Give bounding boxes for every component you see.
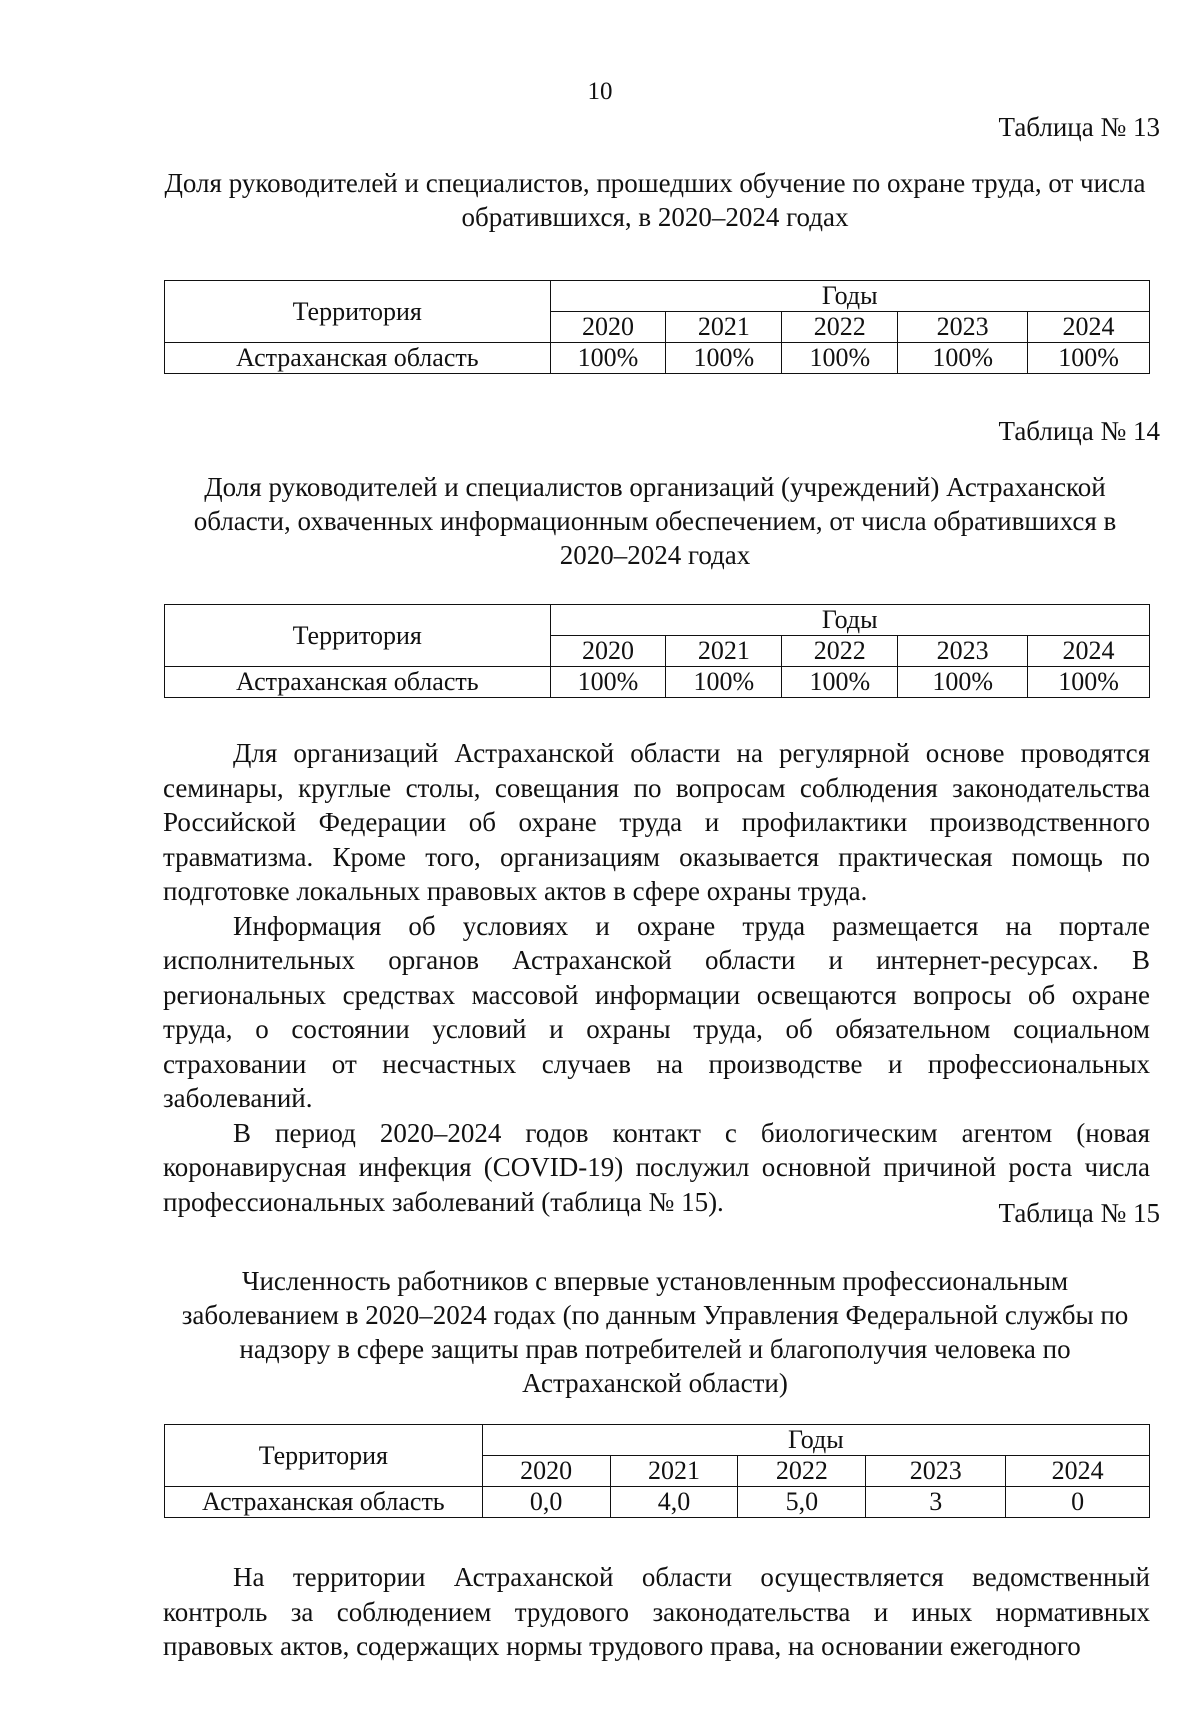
year-cell: 2021 xyxy=(666,636,782,667)
value-cell: 0 xyxy=(1006,1487,1150,1518)
paragraph: На территории Астраханской области осуществляется ведомственный контроль за соблюдением трудового законодательства и иных нормативных правовых актов, содержащих нормы трудового права, на основании ежегодного xyxy=(163,1562,1150,1661)
table-15-caption: Таблица № 15 xyxy=(998,1198,1160,1228)
header-years: Годы xyxy=(482,1425,1149,1456)
year-cell: 2022 xyxy=(782,312,898,343)
header-territory: Территория xyxy=(165,1425,483,1487)
value-cell: 0,0 xyxy=(482,1487,610,1518)
value-cell: 100% xyxy=(898,343,1028,374)
header-years: Годы xyxy=(550,605,1149,636)
year-cell: 2020 xyxy=(550,636,666,667)
year-cell: 2022 xyxy=(738,1456,866,1487)
year-cell: 2021 xyxy=(610,1456,738,1487)
body-text-2 xyxy=(163,1560,1150,1664)
value-cell: 100% xyxy=(666,343,782,374)
value-cell: 4,0 xyxy=(610,1487,738,1518)
row-label: Астраханская область xyxy=(165,343,551,374)
body-text-1 xyxy=(163,736,1150,1219)
year-cell: 2022 xyxy=(782,636,898,667)
year-cell: 2024 xyxy=(1006,1456,1150,1487)
value-cell: 100% xyxy=(550,667,666,698)
table-row xyxy=(165,1487,1150,1518)
year-cell: 2023 xyxy=(898,636,1028,667)
value-cell: 100% xyxy=(666,667,782,698)
value-cell: 5,0 xyxy=(738,1487,866,1518)
header-years: Годы xyxy=(550,281,1149,312)
table-13 xyxy=(164,280,1150,374)
value-cell: 100% xyxy=(782,667,898,698)
year-cell: 2023 xyxy=(898,312,1028,343)
paragraph: Для организаций Астраханской области на регулярной основе проводятся семинары, круглые столы, совещания по вопросам соблюдения законодательства Российской Федерации об охране труда и профилактики производственного травматизма. Кроме того, организациям оказывается практическая помощь по подготовке локальных правовых актов в сфере охраны труда. xyxy=(163,738,1150,906)
table-14-title: Доля руководителей и специалистов организаций (учреждений) Астраханской области, охваченных информационным обеспечением, от числа обратившихся в 2020–2024 годах xyxy=(193,472,1117,570)
header-territory: Территория xyxy=(165,281,551,343)
value-cell: 100% xyxy=(898,667,1028,698)
table-13-caption: Таблица № 13 xyxy=(998,112,1160,142)
row-label: Астраханская область xyxy=(165,1487,483,1518)
year-cell: 2020 xyxy=(550,312,666,343)
value-cell: 100% xyxy=(1028,667,1150,698)
year-cell: 2024 xyxy=(1028,636,1150,667)
paragraph: В период 2020–2024 годов контакт с биологическим агентом (новая коронавирусная инфекция (COVID-19) послужил основной причиной роста числа профессиональных заболеваний (таблица № 15). xyxy=(163,1117,1150,1217)
year-cell: 2021 xyxy=(666,312,782,343)
row-label: Астраханская область xyxy=(165,667,551,698)
table-row xyxy=(165,667,1150,698)
year-cell: 2023 xyxy=(866,1456,1006,1487)
value-cell: 100% xyxy=(550,343,666,374)
table-14 xyxy=(164,604,1150,698)
paragraph: Информация об условиях и охране труда размещается на портале исполнительных органов Астраханской области и интернет-ресурсах. В региональных средствах массовой информации освещаются вопросы об охране труда, о состоянии условий и охраны труда, об обязательном социальном страховании от несчастных случаев на производстве и профессиональных заболеваний. xyxy=(163,910,1150,1113)
value-cell: 100% xyxy=(1028,343,1150,374)
header-territory: Территория xyxy=(165,605,551,667)
year-cell: 2020 xyxy=(482,1456,610,1487)
year-cell: 2024 xyxy=(1028,312,1150,343)
table-row xyxy=(165,343,1150,374)
value-cell: 100% xyxy=(782,343,898,374)
table-15 xyxy=(164,1424,1150,1518)
table-15-title: Численность работников с впервые установленным профессиональным заболеванием в 2020–2024 годах (по данным Управления Федеральной службы по надзору в сфере защиты прав потребителей и благополучия человека по Астраханской области) xyxy=(181,1266,1129,1398)
table-13-title: Доля руководителей и специалистов, прошедших обучение по охране труда, от числа обратившихся, в 2020–2024 годах xyxy=(164,168,1146,232)
page-number: 10 xyxy=(587,78,613,105)
value-cell: 3 xyxy=(866,1487,1006,1518)
table-14-caption: Таблица № 14 xyxy=(998,416,1160,446)
